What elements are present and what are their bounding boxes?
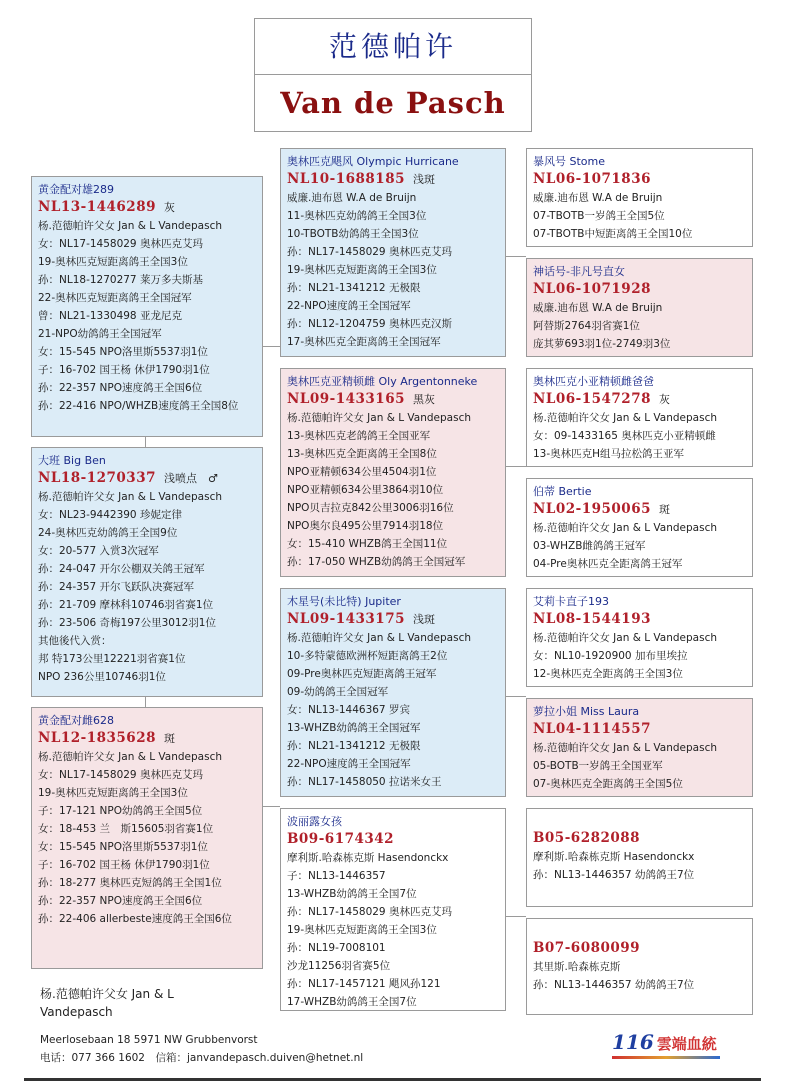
connector-line (506, 466, 526, 467)
card-line: 摩利斯.哈森栋克斯 Hasendonckx (287, 852, 449, 864)
card-ring-row (533, 939, 746, 958)
ring-number: NL06-1071836 (533, 171, 651, 187)
pedigree-card-shenhua[interactable] (526, 258, 753, 357)
card-line: 17-WHZB幼鸽鸽王全国7位 (287, 996, 417, 1008)
ring-number: NL09-1433165 (287, 391, 405, 407)
card-line: 其里斯.哈森栋克斯 (533, 961, 621, 973)
brand-logo (612, 1030, 722, 1058)
card-name: 黄金配对雄289 (38, 183, 114, 196)
card-name: 萝拉小姐 Miss Laura (533, 705, 640, 718)
card-line: 孙：NL17-1458029 奥林匹克艾玛 (287, 906, 452, 918)
pedigree-card-argent-father[interactable] (526, 368, 753, 467)
card-line: 孙：NL17-1458050 拉诺米女王 (287, 776, 442, 788)
card-line: 孙：NL13-1446357 幼鸽鸽王7位 (533, 979, 695, 991)
card-line: 孙：NL18-1270277 莱万多夫斯基 (38, 274, 203, 286)
card-line: 19-奥林匹克短距离鸽王全国3位 (287, 264, 437, 276)
title-box (254, 18, 532, 132)
card-line: 孙：22-357 NPO速度鸽王全国6位 (38, 895, 203, 907)
card-name: 木星号(未比特) Jupiter (287, 595, 401, 608)
color-label: 黑灰 (412, 393, 435, 406)
ring-number: B05-6282088 (533, 830, 641, 846)
card-line: 22-NPO速度鸽王全国冠军 (287, 300, 411, 312)
card-line: 曾：NL21-1330498 亚龙尼克 (38, 310, 182, 322)
color-label: 浅斑 (412, 613, 435, 626)
card-ring-row (533, 720, 746, 739)
card-line: 孙：18-277 奥林匹克短鸽鸽王全国1位 (38, 877, 222, 889)
address-line: Meerlosebaan 18 5971 NW Grubbenvorst (40, 1034, 258, 1046)
card-line: 07-TBOTB一岁鸽王全国5位 (533, 210, 665, 222)
card-name: 奥林匹克飓风 Olympic Hurricane (287, 155, 459, 168)
card-line: 孙：NL13-1446357 幼鸽鸽王7位 (533, 869, 695, 881)
card-ring-row (533, 829, 746, 848)
card-line: NPO亚精顿634公里4504羽1位 (287, 466, 437, 478)
color-label: 灰 (163, 201, 175, 214)
card-line: 子：17-121 NPO幼鸽鸽王全国5位 (38, 805, 203, 817)
card-line: 19-奥林匹克短距离鸽王全国3位 (38, 787, 188, 799)
card-line: 女：09-1433165 奥林匹克小亚精顿雌 (533, 430, 716, 442)
ring-number: NL09-1433175 (287, 611, 405, 627)
card-line: 09-幼鸽鸽王全国冠军 (287, 686, 389, 698)
card-name: 黄金配对雌628 (38, 714, 114, 727)
pedigree-card-hurricane[interactable] (280, 148, 506, 357)
ring-number: NL10-1688185 (287, 171, 405, 187)
card-line: 杨.范德帕许父女 Jan & L Vandepasch (38, 751, 222, 763)
page-title-english: Van de Pasch (280, 86, 506, 120)
card-line: 杨.范德帕许父女 Jan & L Vandepasch (533, 632, 717, 644)
bottom-divider (24, 1078, 761, 1081)
card-line: 孙：NL17-1457121 飓风孙121 (287, 978, 441, 990)
card-name: 伯蒂 Bertie (533, 485, 592, 498)
pedigree-card-jupiter[interactable] (280, 588, 506, 797)
card-line: 孙：23-506 奇梅197公里3012羽1位 (38, 617, 216, 629)
card-line: 21-NPO幼鸽鸽王全国冠军 (38, 328, 162, 340)
card-name: 波丽露女孩 (287, 815, 342, 828)
card-line: 孙：NL17-1458029 奥林匹克艾玛 (287, 246, 452, 258)
card-line: 杨.范德帕许父女 Jan & L Vandepasch (38, 220, 222, 232)
card-line: 孙：22-406 allerbeste速度鸽王全国6位 (38, 913, 232, 925)
card-ring-row (533, 500, 746, 519)
pedigree-card-b07[interactable] (526, 918, 753, 1015)
address-text (40, 1031, 363, 1067)
pedigree-card-b05[interactable] (526, 808, 753, 907)
card-ring-row (533, 170, 746, 189)
pedigree-card-laura[interactable] (526, 698, 753, 797)
card-line: 女：NL13-1446367 罗宾 (287, 704, 410, 716)
card-line: 孙：21-709 摩林科10746羽省赛1位 (38, 599, 214, 611)
card-line: 13-奥林匹克全距离鸽王全国8位 (287, 448, 437, 460)
card-line: 孙：NL21-1341212 无极限 (287, 282, 421, 294)
card-name: 奥林匹克亚精顿雌 Oly Argentonneke (287, 375, 478, 388)
card-line: 孙：NL19-7008101 (287, 942, 386, 954)
card-line: 子：NL13-1446357 (287, 870, 386, 882)
card-line: 10-TBOTB幼鸽鸽王全国3位 (287, 228, 419, 240)
card-line: 17-奥林匹克全距离鸽王全国冠军 (287, 336, 441, 348)
card-line: 威廉.迪布恩 W.A de Bruijn (533, 302, 663, 314)
card-line: 女：15-410 WHZB鸽王全国11位 (287, 538, 448, 550)
card-ring-row (38, 198, 256, 217)
color-label: 浅斑 (412, 173, 435, 186)
card-line: 女：NL17-1458029 奥林匹克艾玛 (38, 769, 203, 781)
ring-number: B09-6174342 (287, 831, 395, 847)
card-line: 摩利斯.哈森栋克斯 Hasendonckx (533, 851, 695, 863)
card-line: 杨.范德帕许父女 Jan & L Vandepasch (533, 412, 717, 424)
card-line: 女：NL17-1458029 奥林匹克艾玛 (38, 238, 203, 250)
card-line: NPO亚精顿634公里3864羽10位 (287, 484, 444, 496)
card-line: 13-WHZB幼鸽鸽王全国7位 (287, 888, 417, 900)
card-line: 孙：24-357 开尔飞跃队决赛冠军 (38, 581, 195, 593)
card-line: 子：16-702 国王杨 休伊1790羽1位 (38, 859, 210, 871)
card-line: 女：NL10-1920900 加布里埃拉 (533, 650, 688, 662)
pedigree-card-erica[interactable] (526, 588, 753, 687)
ring-number: NL04-1114557 (533, 721, 651, 737)
card-line: 杨.范德帕许父女 Jan & L Vandepasch (287, 632, 471, 644)
ring-number: NL13-1446289 (38, 199, 156, 215)
card-line: 子：16-702 国王杨 休伊1790羽1位 (38, 364, 210, 376)
ring-number: NL06-1547278 (533, 391, 651, 407)
card-line: 沙龙11256羽省赛5位 (287, 960, 391, 972)
card-line: 杨.范德帕许父女 Jan & L Vandepasch (287, 412, 471, 424)
card-name: 大班 Big Ben (38, 454, 106, 467)
card-ring-row (287, 830, 499, 849)
card-line: 孙：17-050 WHZB幼鸽鸽王全国冠军 (287, 556, 466, 568)
connector-line (145, 437, 146, 447)
card-line: 邦 特173公里12221羽省赛1位 (38, 653, 186, 665)
card-line: 07-TBOTB中短距离鸽王全国10位 (533, 228, 693, 240)
ring-number: NL12-1835628 (38, 730, 156, 746)
connector-line (262, 346, 280, 347)
card-line: 庞其萝693羽1位-2749羽3位 (533, 338, 671, 350)
card-name: 神话号-非凡号直女 (533, 265, 625, 278)
ring-number: NL06-1071928 (533, 281, 651, 297)
card-line: 05-BOTB一岁鸽王全国亚军 (533, 760, 663, 772)
card-line: 13-WHZB幼鸽鸽王全国冠军 (287, 722, 421, 734)
card-ring-row (38, 469, 256, 488)
pedigree-card-big-ben[interactable] (31, 447, 263, 697)
card-line: 22-奥林匹克短距离鸽王全国冠军 (38, 292, 192, 304)
pedigree-card-polina[interactable] (280, 808, 506, 1011)
card-line: 孙：NL21-1341212 无极限 (287, 740, 421, 752)
card-line: 威廉.迪布恩 W.A de Bruijn (533, 192, 663, 204)
pedigree-card-bertie[interactable] (526, 478, 753, 577)
pedigree-card-sire[interactable] (31, 176, 263, 437)
logo-underline (612, 1056, 720, 1059)
card-line: 19-奥林匹克短距离鸽王全国3位 (38, 256, 188, 268)
card-name: 暴风号 Stome (533, 155, 606, 168)
connector-line (506, 256, 526, 257)
card-line: 孙：24-047 开尔公棚双关鸽王冠军 (38, 563, 205, 575)
card-line: 孙：NL12-1204759 奥林匹克汉斯 (287, 318, 452, 330)
color-label: 灰 (658, 393, 670, 406)
pedigree-card-argentonneke[interactable] (280, 368, 506, 577)
card-line: NPO奥尔良495公里7914羽18位 (287, 520, 444, 532)
card-line: 女：15-545 NPO洛里斯5537羽1位 (38, 841, 208, 853)
logo-number: 116 (612, 1030, 654, 1054)
connector-line (262, 806, 280, 807)
pedigree-card-dam[interactable] (31, 707, 263, 969)
logo-text: 雲端血統 (656, 1035, 717, 1053)
card-ring-row (533, 610, 746, 629)
card-line: NPO 236公里10746羽1位 (38, 671, 166, 683)
card-line: 阿替斯2764羽省赛1位 (533, 320, 640, 332)
card-line: 杨.范德帕许父女 Jan & L Vandepasch (38, 491, 222, 503)
card-line: 13-奥林匹克老鸽鸽王全国亚军 (287, 430, 431, 442)
page-title-chinese: 范德帕许 (255, 19, 531, 75)
card-line: 女：NL23-9442390 珍妮定律 (38, 509, 182, 521)
card-line: 03-WHZB雌鸽鸽王冠军 (533, 540, 646, 552)
card-ring-row (533, 390, 746, 409)
card-line: 女：20-577 入赏3次冠军 (38, 545, 159, 557)
card-line: 22-NPO速度鸽王全国冠军 (287, 758, 411, 770)
card-ring-row (287, 170, 499, 189)
ring-number: NL02-1950065 (533, 501, 651, 517)
card-line: 07-奥林匹克全距离鸽王全国5位 (533, 778, 683, 790)
card-line: 杨.范德帕许父女 Jan & L Vandepasch (533, 522, 717, 534)
card-line: 19-奥林匹克短距离鸽王全国3位 (287, 924, 437, 936)
ring-number: B07-6080099 (533, 940, 641, 956)
ring-number: NL18-1270337 (38, 470, 156, 486)
card-line: 12-奥林匹克全距离鸽王全国3位 (533, 668, 683, 680)
card-line: 13-奥林匹克H组马拉松鸽王亚军 (533, 448, 685, 460)
card-line: 女：15-545 NPO洛里斯5537羽1位 (38, 346, 208, 358)
card-line: 其他後代入赏： (38, 635, 112, 647)
card-line: 孙：22-416 NPO/WHZB速度鸽王全国8位 (38, 400, 239, 412)
card-name: 艾莉卡直子193 (533, 595, 609, 608)
card-ring-row (38, 729, 256, 748)
pedigree-card-stome[interactable] (526, 148, 753, 247)
card-line: 威廉.迪布恩 W.A de Bruijn (287, 192, 417, 204)
card-name: 奥林匹克小亚精顿雌爸爸 (533, 375, 654, 388)
ring-number: NL08-1544193 (533, 611, 651, 627)
color-label: 斑 (658, 503, 670, 516)
card-line: 10-多特蒙德欧洲杯短距离鸽王2位 (287, 650, 448, 662)
card-ring-row (287, 610, 499, 629)
connector-line (145, 697, 146, 707)
card-line: 女：18-453 兰 斯15605羽省赛1位 (38, 823, 214, 835)
card-line: 09-Pre奥林匹克短距离鸽王冠军 (287, 668, 437, 680)
breeder-name: 杨.范德帕许父女 Jan & L Vandepasch (40, 987, 174, 1019)
card-line: 孙：22-357 NPO速度鸽王全国6位 (38, 382, 203, 394)
card-line: 24-奥林匹克幼鸽鸽王全国9位 (38, 527, 178, 539)
card-line: NPO贝吉拉克842公里3006羽16位 (287, 502, 454, 514)
card-ring-row (533, 280, 746, 299)
card-line: 杨.范德帕许父女 Jan & L Vandepasch (533, 742, 717, 754)
color-label: 斑 (163, 732, 175, 745)
connector-line (506, 916, 526, 917)
contact-line: 电话：077 366 1602 信箱：janvandepasch.duiven@hetnet.nl (40, 1052, 364, 1064)
connector-line (506, 696, 526, 697)
card-line: 11-奥林匹克幼鸽鸽王全国3位 (287, 210, 427, 222)
color-label: 浅喷点 ♂ (163, 472, 218, 485)
card-line: 04-Pre奥林匹克全距离鸽王冠军 (533, 558, 683, 570)
card-ring-row (287, 390, 499, 409)
